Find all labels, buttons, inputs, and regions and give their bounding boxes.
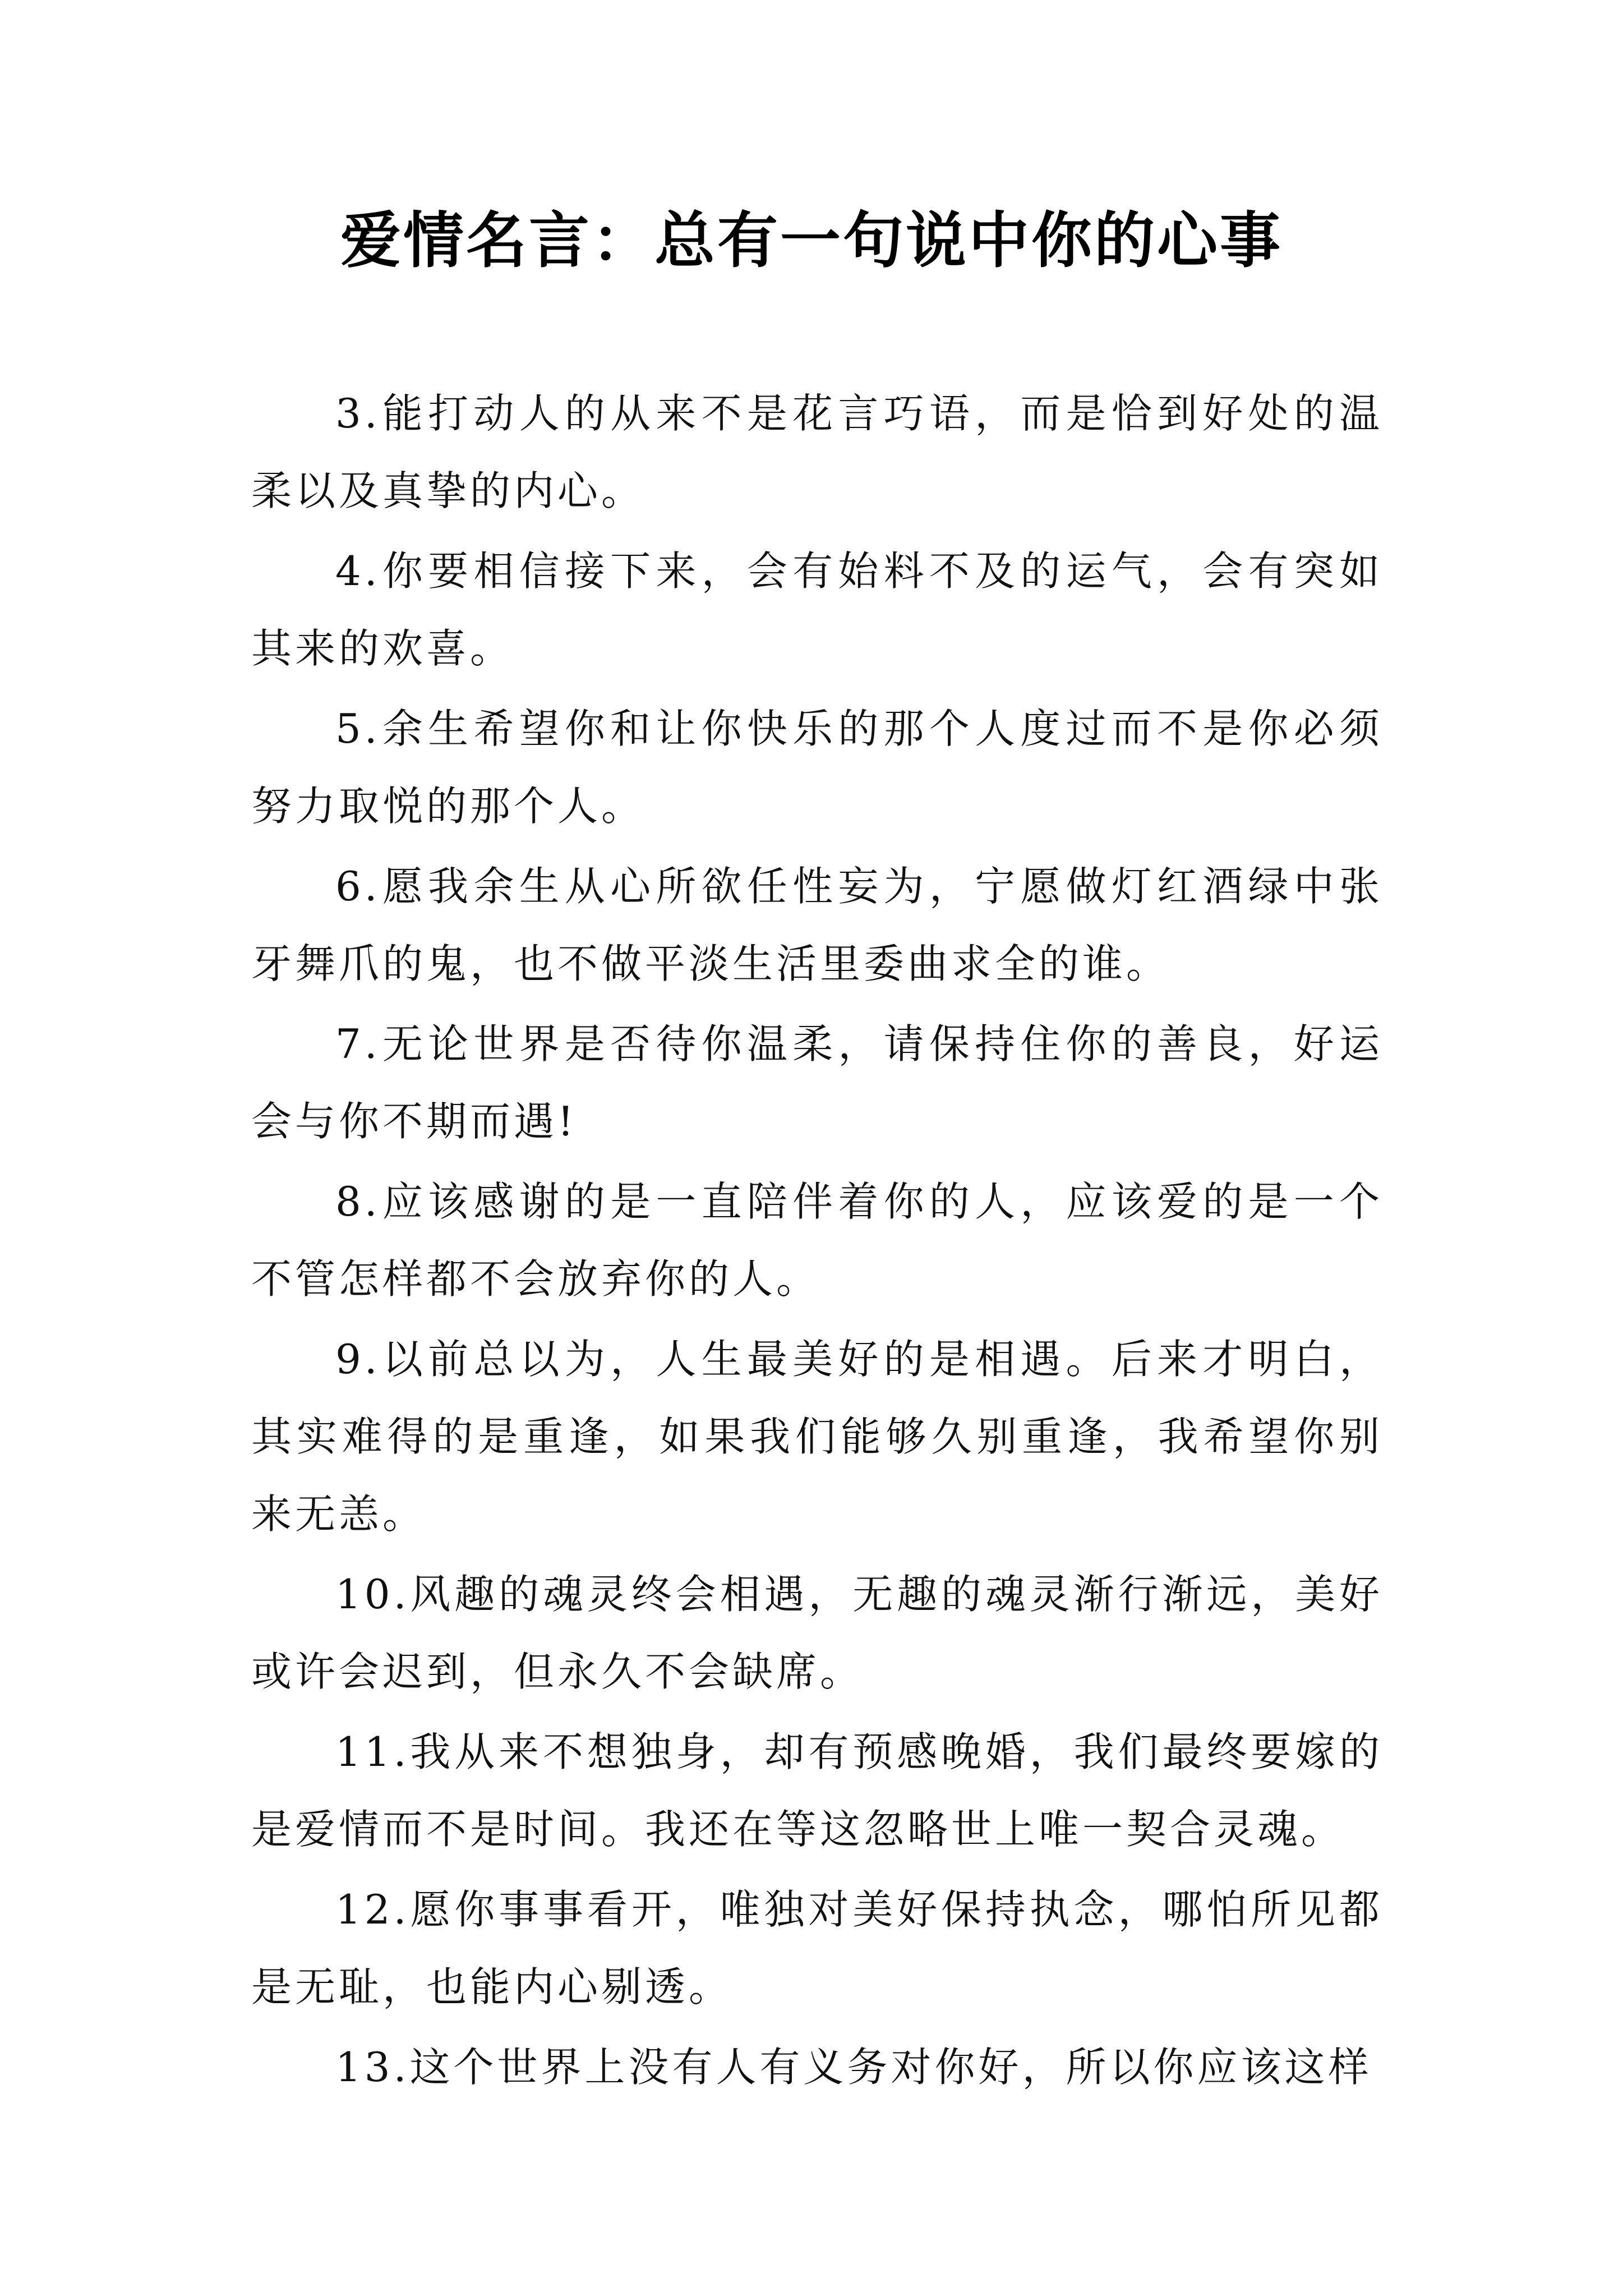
- paragraph-6: 6.愿我余生从心所欲任性妄为，宁愿做灯红酒绿中张牙舞爪的鬼，也不做平淡生活里委曲求全的谁。: [251, 863, 1383, 987]
- paragraph-3: 3.能打动人的从来不是花言巧语，而是恰到好处的温柔以及真挚的内心。: [251, 390, 1383, 514]
- paragraph-10: 10.风趣的魂灵终会相遇，无趣的魂灵渐行渐远，美好或许会迟到，但永久不会缺席。: [251, 1571, 1383, 1695]
- paragraph-11: 11.我从来不想独身，却有预感晚婚，我们最终要嫁的是爱情而不是时间。我还在等这忽略世上唯一契合灵魂。: [251, 1728, 1383, 1853]
- paragraph-7: 7.无论世界是否待你温柔，请保持住你的善良，好运会与你不期而遇!: [251, 1020, 1383, 1145]
- paragraph-4: 4.你要相信接下来，会有始料不及的运气，会有突如其来的欢喜。: [251, 547, 1383, 672]
- document-body: [251, 375, 1383, 2109]
- paragraph-12: 12.愿你事事看开，唯独对美好保持执念，哪怕所见都是无耻，也能内心剔透。: [251, 1886, 1383, 2010]
- document-title: 爱情名言：总有一句说中你的心事: [340, 206, 1283, 276]
- paragraph-13: 13.这个世界上没有人有义务对你好，所以你应该这样: [335, 2044, 1372, 2091]
- paragraph-8: 8.应该感谢的是一直陪伴着你的人，应该爱的是一个不管怎样都不会放弃你的人。: [251, 1178, 1383, 1303]
- paragraph-9: 9.以前总以为，人生最美好的是相遇。后来才明白，其实难得的是重逢，如果我们能够久别重逢，我希望你别来无恙。: [251, 1336, 1383, 1538]
- paragraph-5: 5.余生希望你和让你快乐的那个人度过而不是你必须努力取悦的那个人。: [251, 705, 1383, 830]
